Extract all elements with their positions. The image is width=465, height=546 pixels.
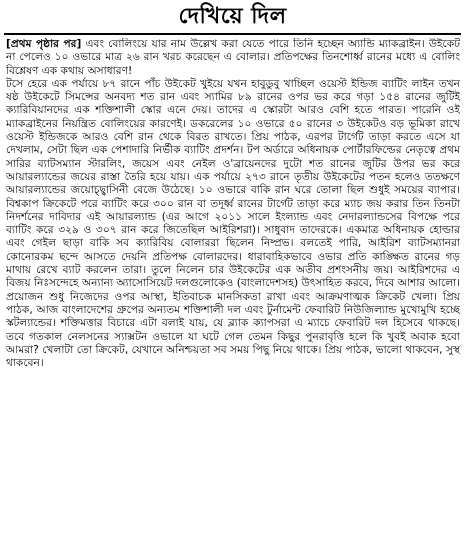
- continued-label: [প্রথম পৃষ্ঠার পর]: [6, 38, 82, 50]
- headline-container: [0, 2, 465, 32]
- paragraph-1-text: এবং বোলিংয়ে যার নাম উল্লেখ করা যেতে পারে তিনি হচ্ছেন অ্যান্ডি ম্যাকব্রাইন। উইকেট না পেলেও ১০ ওভারে মাত্র ২৬ রান খরচ করেছেন এ বোলার। প্রতিপক্ষের তিনশোর্ধ্ব রানের মধ্যে এ বোলিং বিশ্লেষণ এক কথায় অসাধারণ!: [6, 38, 460, 77]
- article-body: [6, 38, 460, 544]
- paragraph-1: [6, 38, 460, 78]
- paragraph-2: টসে হেরে এক পর্যায়ে ৮৭ রানে পাঁচ উইকেট খুইয়ে যখন হাবুডুবু খাচ্ছিল ওয়েস্ট ইন্ডিজ ব্যাটিং লাইন তখন ষষ্ঠ উইকেটে সিমন্সের অনবদ্য শত রান এবং স্যামির ৮৯ রানের ওপর ভর করে গড়া ১৫৪ রানের জুটিই ক্যারিবিয়ানদের এক শক্তিশালী স্কোর এনে দেয়। তাদের এ স্কোরটা আরও বেশি হতে পারত। পারেনি ওই ম্যাকব্রাইনের নিয়ন্ত্রিত বোলিংয়ের কারণেই। ডকরেলের ১০ ওভারে ৫০ রানের ৩ উইকেটও বড় ভূমিকা রাখে ওয়েস্ট ইন্ডিজকে আরও বেশি রান থেকে বিরত রাখতে। প্রিয় পাঠক, এরপর টার্গেট তাড়া করতে এসে যা দেখলাম, সেটা ছিল এক পেশাদারি নির্ভীক ব্যাটিং প্রদর্শন। টপ অর্ডারে অধিনায়ক পোর্টারফিল্ডের নেতৃত্বে প্রথম সারির ব্যাটসম্যান স্টারলিং, জয়েস এবং নেইল ও'ব্রায়েনদের দুটো শত রানের জুটির উপর ভর করে আয়ারল্যান্ডের জয়ের রাস্তা তৈরি হয়ে যায়। এক পর্যায়ে ২৭৩ রানে তৃতীয় উইকেটের পতন হলেও ততক্ষণে আয়ারল্যান্ডের জয়োচ্ছ্বাসিনী বেজে উঠেছে। ১০ ওভারে বাকি রান ঘরে তোলা ছিল শুধুই সময়ের ব্যাপার। বিশ্বকাপ ক্রিকেটে পরে ব্যাটিং করে ৩০০ রান বা তদূর্ধ্ব রানের টার্গেট তাড়া করে ম্যাচ জয় করার তিন তিনটা নিদর্শনের দাবিদার এই আয়ারল্যান্ড (এর আগে ২০১১ সালে ইংল্যান্ড এবং নেদারল্যান্ডসের বিপক্ষে পরে ব্যাটিং করে ৩২৯ ও ৩০৭ রান করে জিতেছিল আইরিশরা)। সাধুবাদ তাদেরকে। একমাত্র অধিনায়ক হোল্ডার এবং গেইল ছাড়া বাকি সব ক্যারিবিয় বোলাররা ছিলেন নিষ্প্রভ। বলতেই পারি, আইরিশ ব্যাটসম্যানরা কোনোরকম ছন্দে আসতে দেয়নি প্রতিপক্ষ বোলারদের। ধারাবাহিকভাবে ওভার প্রতি কাঙ্ক্ষিত রানের গড় মাথায় রেখে ব্যাট করলেন তারা। তুলে নিলেন চার উইকেটের এক অতীব প্রশংসনীয় জয়। আইরিশদের এ বিজয় নিঃসন্দেহে অন্যান্য অ্যাসোসিয়েট দলগুলোকেও (বাংলাদেশসহ) উৎসাহিত করবে, দিবে আশার আলো। প্রয়োজন শুধু নিজেদের ওপর আস্থা, ইতিবাচক মানসিকতা রাখা এবং আক্রমণাত্মক ক্রিকেট খেলা। প্রিয় পাঠক, আজ বাংলাদেশের গ্রুপের অন্যতম শক্তিশালী দল এবং টুর্নামেন্ট ফেবারিট নিউজিল্যান্ড মুখোমুখি হচ্ছে স্কটল্যান্ডের। শক্তিমত্তার বিচারে এটা বলাই যায়, যে ব্ল্যাক ক্যাপসরা এ ম্যাচে ফেবারিট দল হিসেবে থাকছে। তবে গতকাল নেলসনের স্যাক্সটন ওভালে যা ঘটে গেল তেমন কিছুর পুনরাবৃত্তি হলে কি খুবই অবাক হবো আমরা? খেলাটা তো ক্রিকেট, যেখানে অনিশ্চয়তা সব সময় পিছু নিয়ে থাকে। প্রিয় পাঠক, ভালো থাকবেন, সুস্থ থাকবেন।: [6, 77, 460, 370]
- headline: দেখিয়ে দিল: [178, 2, 287, 29]
- headline-divider: [4, 33, 461, 35]
